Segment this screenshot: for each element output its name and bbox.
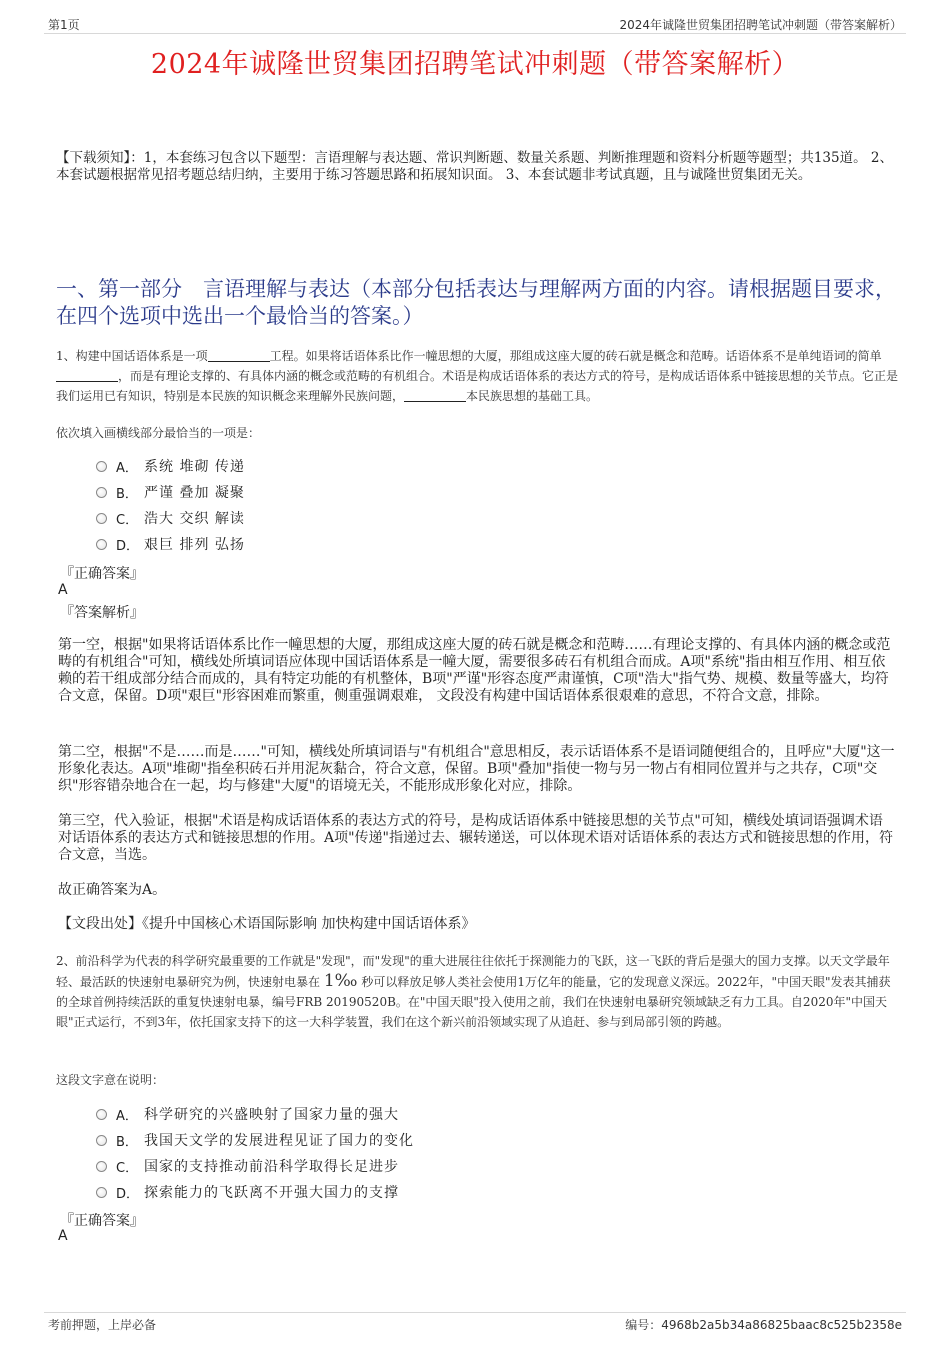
radio-icon[interactable]: [96, 1135, 107, 1146]
option-d[interactable]: D． 艰巨 排列 弘扬: [96, 533, 696, 559]
option-a[interactable]: A． 科学研究的兴盛映射了国家力量的强大: [96, 1103, 696, 1129]
document-id: 编号：4968b2a5b34a86825baac8c525b2358e: [625, 1318, 902, 1332]
fill-blank: [56, 370, 118, 382]
radio-icon[interactable]: [96, 1109, 107, 1120]
question-2-prompt: 这段文字意在说明：: [56, 1073, 165, 1087]
option-a[interactable]: A． 系统 堆砌 传递: [96, 455, 696, 481]
passage-source: 【文段出处】《提升中国核心术语国际影响 加快构建中国话语体系》: [58, 916, 476, 932]
option-c[interactable]: C． 浩大 交织 解读: [96, 507, 696, 533]
analysis-paragraph-3: 第三空，代入验证，根据"术语是构成话语体系的表达方式的符号，是构成话语体系中链接思想的关节点"可知，横线处填词语强调术语对话语体系的表达方式和链接思想的作用。A项"传递"指递过去、辗转递送，可以体现术语对话语体系的表达方式和链接思想的作用，符合文意，当选。: [58, 813, 893, 863]
option-d[interactable]: D． 探索能力的飞跃离不开强大国力的支撑: [96, 1181, 696, 1207]
correct-answer-label: 『正确答案』: [60, 566, 144, 582]
radio-icon[interactable]: [96, 461, 107, 472]
footer-slogan: 考前押题，上岸必备: [48, 1318, 157, 1332]
page-header: [44, 14, 906, 34]
fill-blank: [208, 350, 270, 362]
radio-icon[interactable]: [96, 487, 107, 498]
section-heading: 一、第一部分 言语理解与表达（本部分包括表达与理解两方面的内容。请根据题目要求，在四个选项中选出一个最恰当的答案。）: [56, 277, 896, 328]
correct-answer-label: 『正确答案』: [60, 1213, 144, 1229]
fill-blank: [404, 390, 466, 402]
radio-icon[interactable]: [96, 513, 107, 524]
question-2-options: [96, 1103, 696, 1207]
option-c[interactable]: C． 国家的支持推动前沿科学取得长足进步: [96, 1155, 696, 1181]
analysis-label: 『答案解析』: [60, 605, 144, 621]
page-footer: [44, 1312, 906, 1334]
analysis-paragraph-1: 第一空，根据"如果将话语体系比作一幢思想的大厦，那组成这座大厦的砖石就是概念和范畴……有理论支撑的、有具体内涵的概念或范畴的有机组合"可知，横线处所填词语应体现中国话语体系是一幢大厦，需要很多砖石有机组合而成。A项"系统"指由相互作用、相互依赖的若干组成部分结合而成的，具有特定功能的有机整体，B项"严谨"形容态度严肃谨慎，C项"浩大"指气势、规模、数量等盛大，均符合文意，保留。D项"艰巨"形容困难而繁重，侧重强调艰难， 文段没有构建中国话语体系很艰难的意思，不符合文意，排除。: [58, 637, 891, 704]
download-notice: 【下载须知】：1，本套练习包含以下题型：言语理解与表达题、常识判断题、数量关系题、判断推理题和资料分析题等题型；共135道。 2、本套试题根据常见招考题总结归纳，主要用于练习答题思路和拓展知识面。 3、本套试题非考试真题，且与诚隆世贸集团无关。: [56, 150, 893, 183]
radio-icon[interactable]: [96, 1187, 107, 1198]
option-b[interactable]: B． 我国天文学的发展进程见证了国力的变化: [96, 1129, 696, 1155]
analysis-paragraph-2: 第二空，根据"不是……而是……"可知，横线处所填词语与"有机组合"意思相反，表示话语体系不是语词随便组合的，且呼应"大厦"这一形象化表达。A项"堆砌"指垒积砖石并用泥灰黏合，符合文意，保留。B项"叠加"指使一物与另一物占有相同位置并与之共存，C项"交织"形容错杂地合在一起，均与修建"大厦"的语境无关，不能形成形象化对应，排除。: [58, 744, 895, 794]
permille-value: 1‰: [323, 971, 358, 991]
question-1-text: 1、构建中国话语体系是一项 工程。如果将话语体系比作一幢思想的大厦，那组成这座大厦的砖石就是概念和范畴。话语体系不是单纯语词的简单，而是有理论支撑的、有具体内涵的概念或范畴的有机组合。术语是构成话语体系的表达方式的符号，是构成话语体系中链接思想的关节点。它正是我们运用已有知识，特别是本民族的知识概念来理解外民族问题， 本民族思想的基础工具。: [56, 349, 899, 403]
document-title: 2024年诚隆世贸集团招聘笔试冲刺题（带答案解析）: [150, 49, 800, 80]
radio-icon[interactable]: [96, 539, 107, 550]
question-2-text: 2、前沿科学为代表的科学研究最重要的工作就是"发现"，而"发现"的重大进展往往依托于探测能力的飞跃，这一飞跃的背后是强大的国力支撑。以天文学最年轻、最活跃的快速射电暴研究为例，快速射电暴在 1‰ 秒可以释放足够人类社会使用1万亿年的能量，它的发现意义深远。2022年，"中国天眼"发表其捕获的全球首例持续活跃的重复快速射电暴，编号FRB 20190520B。在"中国天眼"投入使用之前，我们在快速射电暴研究领域缺乏有力工具。自2020年"中国天眼"正式运行，不到3年，依托国家支持下的这一大科学装置，我们在这个新兴前沿领域实现了从追赶、参与到局部引领的跨越。: [56, 954, 891, 1029]
header-doc-title: 2024年诚隆世贸集团招聘笔试冲刺题（带答案解析）: [619, 18, 902, 32]
page-number: 第1页: [48, 18, 80, 32]
question-1-prompt: 依次填入画横线部分最恰当的一项是：: [56, 426, 261, 440]
correct-answer-value: A: [58, 582, 68, 598]
analysis-conclusion: 故正确答案为A。: [58, 882, 167, 898]
option-b[interactable]: B． 严谨 叠加 凝聚: [96, 481, 696, 507]
radio-icon[interactable]: [96, 1161, 107, 1172]
correct-answer-value: A: [58, 1228, 68, 1244]
question-1-options: [96, 455, 696, 559]
